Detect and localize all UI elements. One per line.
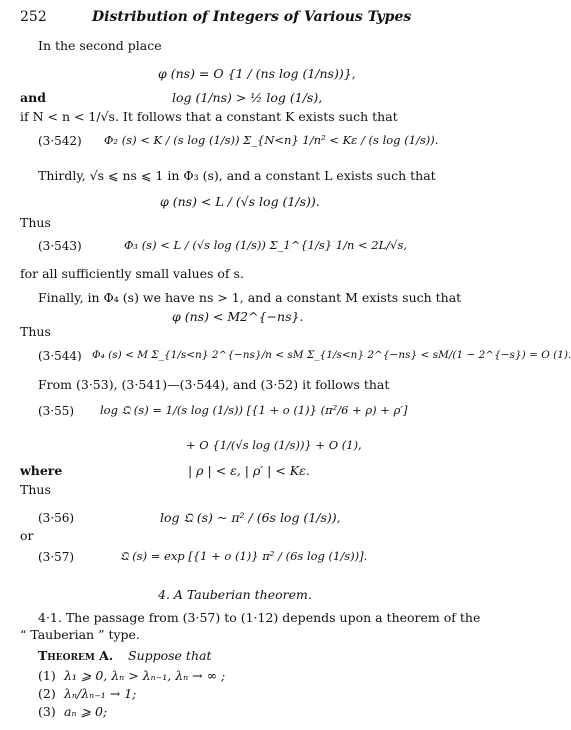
text-line: “ Tauberian ” type. [20, 627, 140, 642]
equation-number: (3·56) [38, 511, 75, 525]
theorem-label: Theorem A. [38, 648, 114, 663]
equation-3-544: Φ₄ (s) < M Σ_{1/s<n} 2^{−ns}/n < sM Σ_{1/s<n} 2^{−ns} < sM/(1 − 2^{−s}) = O (1). [92, 349, 571, 361]
display-equation: φ (ns) = O {1 / (ns log (1/ns))}, [158, 66, 356, 81]
text-line: 4·1. The passage from (3·57) to (1·12) depends upon a theorem of the [38, 610, 481, 625]
equation-3-55-line-2: + O {1/(√s log (1/s))} + O (1), [186, 438, 362, 452]
text-line: for all sufficiently small values of s. [20, 266, 244, 281]
display-equation: | ρ | < ε, | ρ′ | < Kε. [188, 463, 310, 478]
equation-number: (3·57) [38, 550, 75, 564]
equation-3-543: Φ₃ (s) < L / (√s log (1/s)) Σ_1^{1/s} 1/n < 2L/√s, [124, 238, 408, 252]
display-equation: φ (ns) < L / (√s log (1/s)). [160, 194, 320, 209]
running-title: Distribution of Integers of Various Types [92, 9, 412, 25]
equation-3-542: Φ₂ (s) < K / (s log (1/s)) Σ_{N<n} 1/n² < Kε / (s log (1/s)). [104, 133, 439, 147]
text-line: Finally, in Φ₄ (s) we have ns > 1, and a constant M exists such that [38, 290, 462, 305]
equation-3-57: 𝔔 (s) = exp [{1 + o (1)} π² / (6s log (1/s))]. [120, 549, 368, 563]
condition-2: λₙ/λₙ₋₁ → 1; [64, 686, 137, 701]
display-equation: φ (ns) < M2^{−ns}. [172, 309, 304, 324]
page-number: 252 [20, 9, 47, 25]
equation-number: (3·544) [38, 349, 82, 363]
text-line: Thus [20, 215, 51, 230]
text-line: In the second place [38, 38, 162, 53]
condition-3: aₙ ⩾ 0; [64, 704, 108, 719]
text-line: Thirdly, √s ⩽ ns ⩽ 1 in Φ₃ (s), and a constant L exists such that [38, 168, 436, 183]
text-label: where [20, 463, 63, 478]
equation-3-56: log 𝔔 (s) ~ π² / (6s log (1/s)), [160, 510, 341, 525]
equation-number: (3·542) [38, 134, 82, 148]
condition-1: λ₁ ⩾ 0, λₙ > λₙ₋₁, λₙ → ∞ ; [64, 668, 226, 683]
text-line: From (3·53), (3·541)—(3·544), and (3·52) it follows that [38, 377, 390, 392]
theorem-text: Suppose that [128, 648, 212, 663]
display-equation: log (1/ns) > ½ log (1/s), [172, 90, 323, 105]
text-line: Thus [20, 482, 51, 497]
section-heading: 4. A Tauberian theorem. [158, 587, 312, 602]
text-line: or [20, 528, 34, 543]
condition-number: (3) [38, 704, 56, 719]
equation-3-55-line-1: log 𝔔 (s) = 1/(s log (1/s)) [{1 + o (1)} (π²/6 + ρ) + ρ′] [100, 403, 408, 417]
text-line: Thus [20, 324, 51, 339]
equation-number: (3·543) [38, 239, 82, 253]
text-line: if N < n < 1/√s. It follows that a constant K exists such that [20, 109, 398, 124]
condition-number: (2) [38, 686, 56, 701]
text-label: and [20, 90, 46, 105]
equation-number: (3·55) [38, 404, 75, 418]
condition-number: (1) [38, 668, 56, 683]
